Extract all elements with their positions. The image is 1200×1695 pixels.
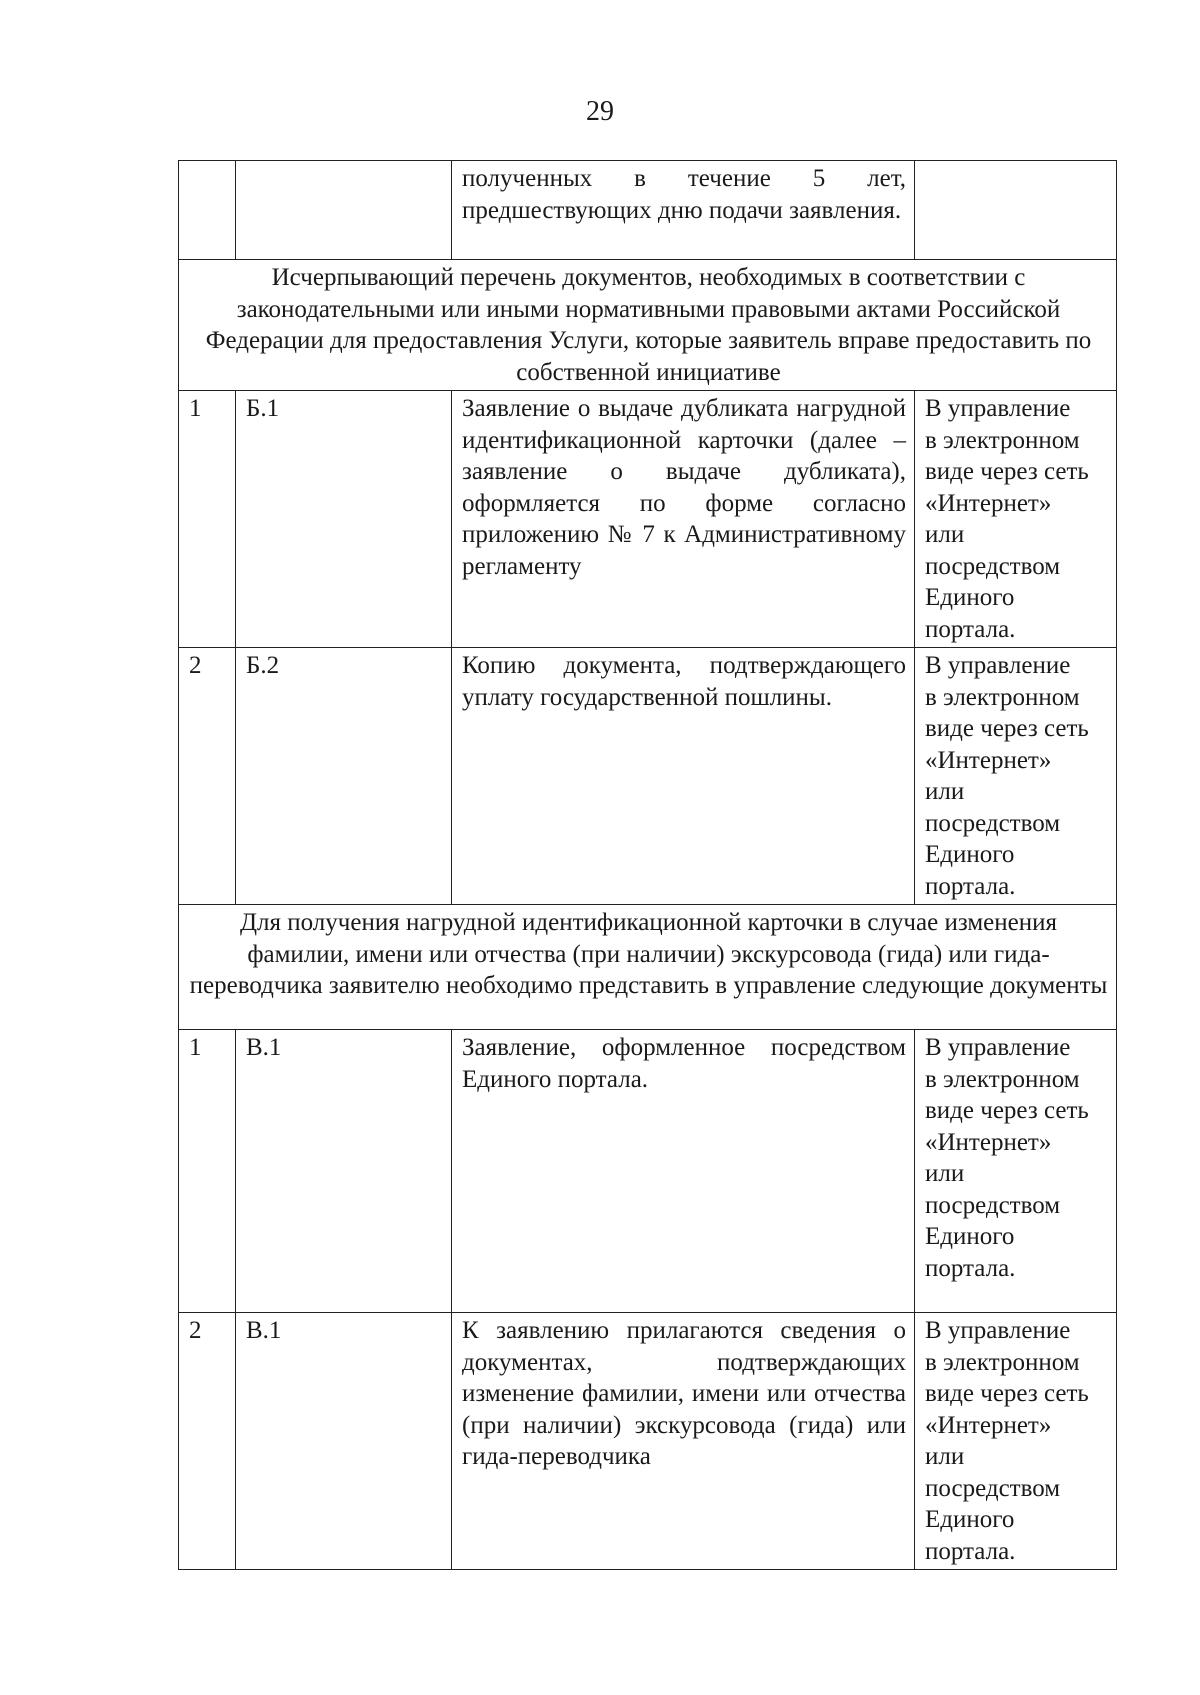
row-code: В.1 [236, 1030, 452, 1313]
row-method [915, 161, 1117, 260]
method-line: посредством [925, 1191, 1061, 1219]
method-line: в электронном [925, 426, 1080, 454]
method-line: в электронном [925, 683, 1080, 711]
table-row [179, 1313, 1117, 1570]
method-line: или [925, 778, 965, 805]
method-line: портала. [925, 1537, 1016, 1565]
method-line: портала. [925, 1254, 1016, 1282]
row-number: 2 [179, 648, 236, 905]
row-method [915, 391, 1117, 648]
method-line: портала. [925, 615, 1016, 643]
row-number: 2 [179, 1313, 236, 1570]
method-line: Единого [925, 1223, 1015, 1250]
method-line: в электронном [925, 1348, 1080, 1376]
row-code [236, 161, 452, 260]
row-description: Заявление о выдаче дубликата нагрудной идентификационной карточки (далее – заявление о выдаче дубликата), оформляется по форме согласно приложению № 7 к Административному регламенту [452, 391, 915, 648]
method-line: «Интернет» [925, 1411, 1052, 1439]
method-line: или [925, 1160, 965, 1187]
row-code: Б.1 [236, 391, 452, 648]
method-line: «Интернет» [925, 489, 1052, 517]
method-line: посредством [925, 809, 1061, 837]
method-line: «Интернет» [925, 1128, 1052, 1156]
row-method [915, 1030, 1117, 1313]
method-line: Единого [925, 584, 1015, 611]
row-method [915, 1313, 1117, 1570]
method-line: или [925, 1443, 965, 1470]
section-header-row [179, 260, 1117, 391]
section-header-row [179, 905, 1117, 1030]
row-code: Б.2 [236, 648, 452, 905]
method-line: «Интернет» [925, 746, 1052, 774]
method-line: В управление [925, 652, 1071, 679]
method-line: в электронном [925, 1065, 1080, 1093]
page-number: 29 [586, 96, 614, 127]
method-line: или [925, 521, 965, 548]
row-description: Заявление, оформленное посредством Единого портала. [452, 1030, 915, 1313]
documents-table [178, 160, 1117, 1570]
section-header: Для получения нагрудной идентификационной карточки в случае изменения фамилии, имени или отчества (при наличии) экскурсовода (гида) или гида-переводчика заявителю необходимо представить в управление следующие документы [179, 905, 1117, 1030]
row-description: полученных в течение 5 лет, предшествующих дню подачи заявления. [452, 161, 915, 260]
row-number: 1 [179, 391, 236, 648]
method-line: Единого [925, 841, 1015, 868]
method-line: В управление [925, 395, 1071, 422]
method-line: портала. [925, 872, 1016, 900]
table-row [179, 648, 1117, 905]
method-line: посредством [925, 552, 1061, 580]
method-line: В управление [925, 1317, 1071, 1344]
row-number [179, 161, 236, 260]
method-line: виде через сеть [925, 1380, 1089, 1407]
row-number: 1 [179, 1030, 236, 1313]
table-row [179, 161, 1117, 260]
method-line: посредством [925, 1474, 1061, 1502]
row-description: Копию документа, подтверждающего уплату государственной пошлины. [452, 648, 915, 905]
section-header: Исчерпывающий перечень документов, необходимых в соответствии с законодательными или иными нормативными правовыми актами Российской Федерации для предоставления Услуги, которые заявитель вправе предоставить по собственной инициативе [179, 260, 1117, 391]
method-line: Единого [925, 1506, 1015, 1533]
row-code: В.1 [236, 1313, 452, 1570]
method-line: виде через сеть [925, 715, 1089, 742]
method-line: виде через сеть [925, 1097, 1089, 1124]
row-method [915, 648, 1117, 905]
row-description: К заявлению прилагаются сведения о документах, подтверждающих изменение фамилии, имени или отчества (при наличии) экскурсовода (гида) или гида-переводчика [452, 1313, 915, 1570]
method-line: виде через сеть [925, 458, 1089, 485]
table-row [179, 391, 1117, 648]
method-line: В управление [925, 1034, 1071, 1061]
table-row [179, 1030, 1117, 1313]
